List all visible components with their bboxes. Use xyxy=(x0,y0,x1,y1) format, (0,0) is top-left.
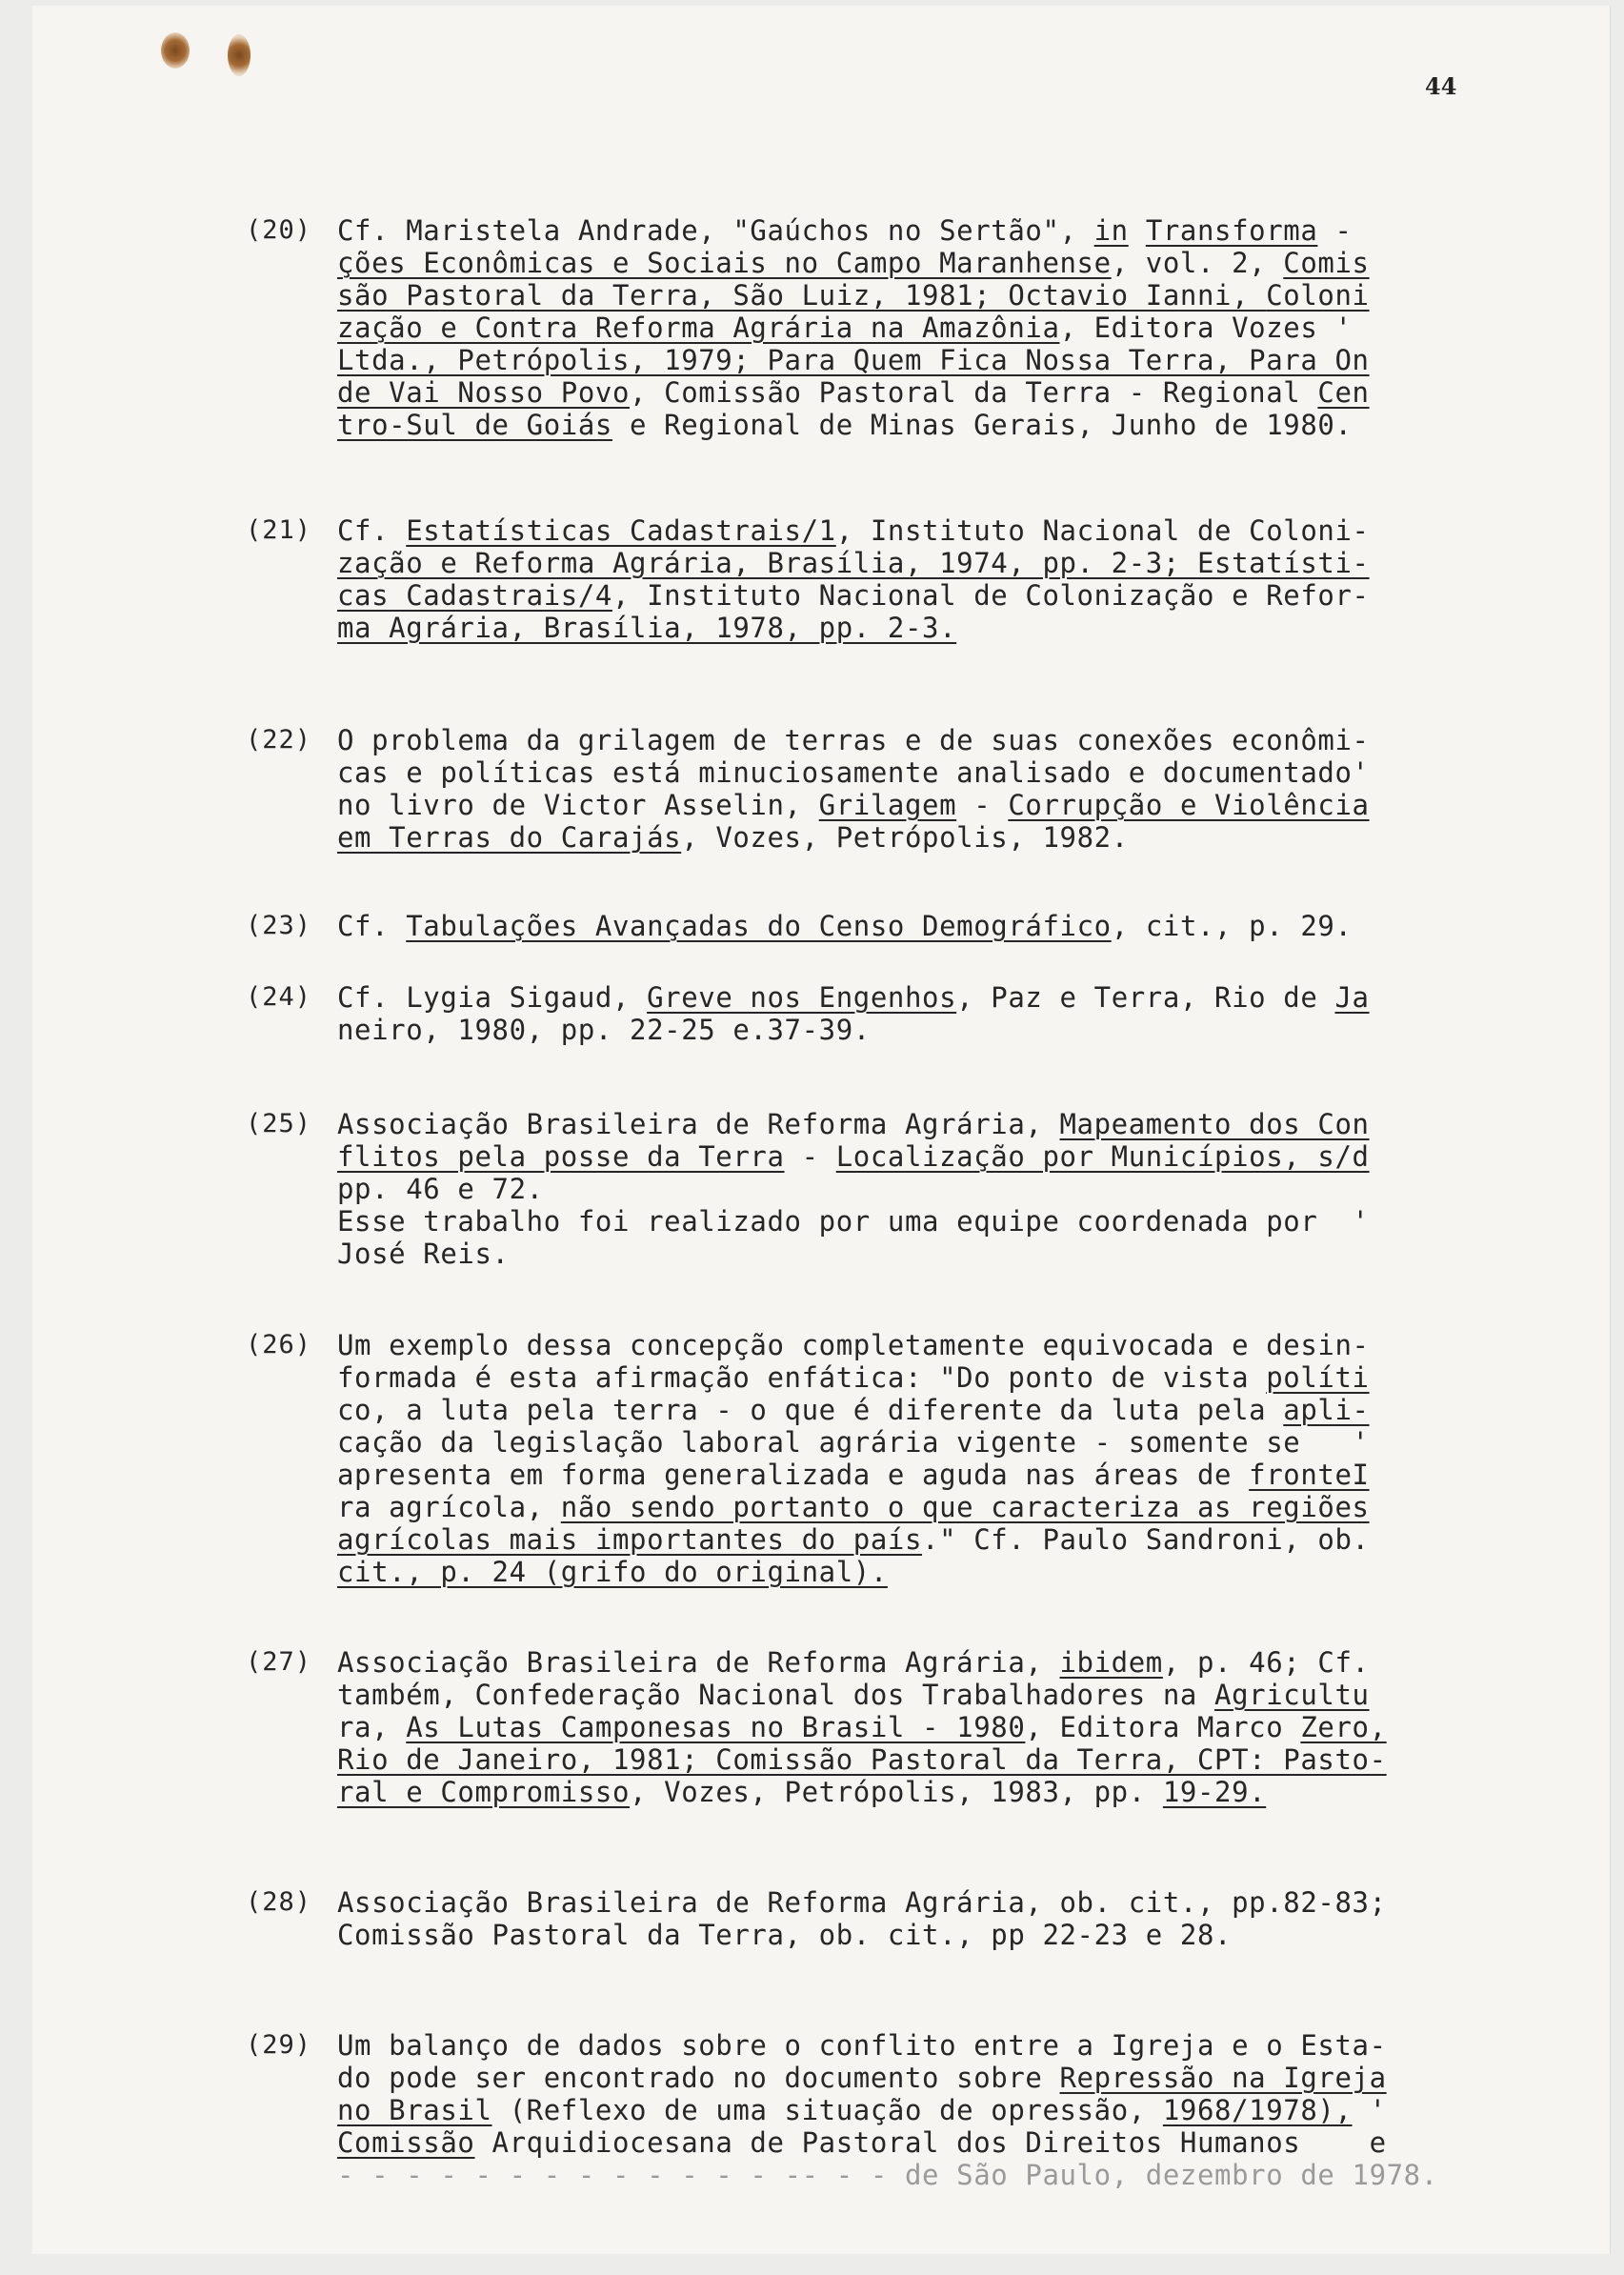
text-run: , Paz e Terra, Rio de xyxy=(956,981,1335,1014)
footnote-text xyxy=(337,724,1518,854)
underlined-title: no Brasil xyxy=(337,2094,492,2126)
underlined-title: Zero, xyxy=(1300,1711,1387,1743)
footnote-number: (28) xyxy=(246,1887,312,1917)
footnote-text xyxy=(337,514,1518,644)
footnote-number: (20) xyxy=(246,215,312,245)
text-line xyxy=(337,1491,1518,1523)
text-line xyxy=(337,1329,1518,1361)
text-run: co, a luta pela terra - o que é diferente da luta pela xyxy=(337,1394,1284,1426)
underlined-title: Para Quem Fica Nossa Terra, Para On xyxy=(767,344,1370,376)
underlined-title: ral e Compromisso xyxy=(337,1776,631,1808)
underlined-title: ibidem xyxy=(1059,1646,1163,1679)
text-run: ' xyxy=(1352,2094,1387,2126)
text-run: , Instituto Nacional de Colonização e Refor- xyxy=(612,579,1370,612)
underlined-title: Estatísti- xyxy=(1196,547,1370,579)
text-run: ra, xyxy=(337,1711,407,1743)
text-run: pp. 46 e 72. xyxy=(337,1173,544,1205)
text-line xyxy=(337,789,1518,821)
text-run: Arquidiocesana de Pastoral dos Direitos Humanos e xyxy=(474,2126,1387,2159)
text-run: apresenta em forma generalizada e aguda nas áreas de xyxy=(337,1459,1250,1491)
text-line xyxy=(337,547,1518,579)
text-line xyxy=(337,1205,1518,1238)
underlined-title: não sendo portanto o que caracteriza as regiões xyxy=(560,1491,1370,1523)
text-run: cas e políticas está minuciosamente analisado e documentado' xyxy=(337,756,1370,789)
text-line xyxy=(337,756,1518,789)
text-run: - - - - - - - - - - - - - -- - - de São Paulo, dezembro de 1978. xyxy=(337,2159,1438,2191)
rust-stain xyxy=(228,34,251,76)
text-run: , Editora Vozes ' xyxy=(1059,312,1353,344)
text-run: - xyxy=(784,1140,836,1173)
text-run: cação da legislação laboral agrária vigente - somente se ' xyxy=(337,1426,1370,1459)
footnote-text xyxy=(337,1108,1518,1270)
text-run: também, Confederação Nacional dos Trabalhadores na xyxy=(337,1679,1215,1711)
text-line xyxy=(337,1646,1518,1679)
underlined-title: políti xyxy=(1266,1361,1370,1394)
text-run: no livro de Victor Asselin, xyxy=(337,789,819,821)
text-line xyxy=(337,1426,1518,1459)
underlined-title: in xyxy=(1093,214,1129,247)
footnote-text xyxy=(337,214,1518,441)
text-run: e Regional de Minas Gerais, Junho de 1980. xyxy=(612,409,1353,441)
text-line xyxy=(337,247,1518,279)
text-run: Comissão Pastoral da Terra, ob. cit., pp 22-23 e 28. xyxy=(337,1919,1233,1951)
text-line xyxy=(337,1919,1518,1951)
text-run: , Instituto Nacional de Coloni- xyxy=(835,514,1370,547)
text-line xyxy=(337,579,1518,612)
page-number: 44 xyxy=(1425,72,1457,100)
text-run: José Reis. xyxy=(337,1238,510,1270)
underlined-title: de Vai Nosso Povo xyxy=(337,376,631,409)
text-line xyxy=(337,1361,1518,1394)
text-line xyxy=(337,1394,1518,1426)
text-line xyxy=(337,1108,1518,1140)
underlined-title: 19-29. xyxy=(1162,1776,1267,1808)
text-line xyxy=(337,514,1518,547)
text-line xyxy=(337,1523,1518,1556)
text-line xyxy=(337,1556,1518,1588)
underlined-title: Transforma xyxy=(1145,214,1318,247)
underlined-title: Comis xyxy=(1283,247,1370,279)
underlined-title: Mapeamento dos Con xyxy=(1059,1108,1370,1140)
footnote-text xyxy=(337,1886,1518,1951)
text-line xyxy=(337,2126,1518,2159)
rust-stain xyxy=(161,32,190,69)
text-run: Cf. xyxy=(337,910,407,942)
text-line xyxy=(337,1459,1518,1491)
underlined-title: zação e Contra Reforma Agrária na Amazônia xyxy=(337,312,1060,344)
text-run xyxy=(1129,214,1146,247)
text-line xyxy=(337,1776,1518,1808)
text-line xyxy=(337,612,1518,644)
underlined-title: Tabulações Avançadas do Censo Demográfico xyxy=(406,910,1112,942)
text-run: neiro, 1980, pp. 22-25 e.37-39. xyxy=(337,1014,871,1046)
text-run: Esse trabalho foi realizado por uma equipe coordenada por ' xyxy=(337,1205,1370,1238)
underlined-title: em Terras do Carajás xyxy=(337,821,682,854)
text-line xyxy=(337,376,1518,409)
footnote-number: (23) xyxy=(246,911,312,940)
text-run: ra agrícola, xyxy=(337,1491,561,1523)
text-run: Cf. Lygia Sigaud, xyxy=(337,981,648,1014)
text-line xyxy=(337,1014,1518,1046)
text-line xyxy=(337,1711,1518,1743)
underlined-title: Corrupção e Violência xyxy=(1008,789,1370,821)
text-run: Um exemplo dessa concepção completamente equivocada e desin- xyxy=(337,1329,1370,1361)
footnote-number: (22) xyxy=(246,725,312,755)
text-line xyxy=(337,2159,1518,2191)
text-run: - xyxy=(956,789,1009,821)
text-run: do pode ser encontrado no documento sobre xyxy=(337,2062,1060,2094)
underlined-title: ma Agrária, Brasília, 1978, pp. 2-3. xyxy=(337,612,957,644)
footnote-text xyxy=(337,2029,1518,2191)
underlined-title: cit., p. 24 (grifo do original). xyxy=(337,1556,888,1588)
underlined-title: Agricultu xyxy=(1214,1679,1370,1711)
text-run: - xyxy=(1317,214,1353,247)
underlined-title: CPT: Pasto- xyxy=(1196,1743,1387,1776)
text-line xyxy=(337,821,1518,854)
text-line xyxy=(337,2094,1518,2126)
underlined-title: flitos pela posse da Terra xyxy=(337,1140,785,1173)
text-run: , vol. 2, xyxy=(1111,247,1284,279)
footnote-text xyxy=(337,910,1518,942)
underlined-title: zação e Reforma Agrária, Brasília, 1974, pp. 2-3; xyxy=(337,547,1197,579)
underlined-title: Ltda., Petrópolis, 1979; xyxy=(337,344,768,376)
text-run: Cf. Maristela Andrade, "Gaúchos no Sertão", xyxy=(337,214,1094,247)
text-run: , Editora Marco xyxy=(1025,1711,1301,1743)
text-run: ." Cf. Paulo Sandroni, ob. xyxy=(922,1523,1370,1556)
text-run: Cf. xyxy=(337,514,407,547)
text-line xyxy=(337,344,1518,376)
text-run: Um balanço de dados sobre o conflito entre a Igreja e o Esta- xyxy=(337,2029,1387,2062)
footnote-number: (25) xyxy=(246,1109,312,1138)
underlined-title: Localização por Municípios, s/d xyxy=(835,1140,1370,1173)
text-run: O problema da grilagem de terras e de suas conexões econômi- xyxy=(337,724,1370,756)
text-run: , Vozes, Petrópolis, 1983, pp. xyxy=(630,1776,1163,1808)
text-line xyxy=(337,1886,1518,1919)
underlined-title: 1968/1978), xyxy=(1162,2094,1353,2126)
text-run: Associação Brasileira de Reforma Agrária, ob. cit., pp.82-83; xyxy=(337,1886,1387,1919)
underlined-title: Coloni xyxy=(1266,279,1370,312)
footnote-text xyxy=(337,1329,1518,1588)
footnote-number: (29) xyxy=(246,2030,312,2060)
underlined-title: tro-Sul de Goiás xyxy=(337,409,612,441)
text-run: (Reflexo de uma situação de opressão, xyxy=(491,2094,1163,2126)
underlined-title: ções Econômicas e Sociais no Campo Maranhense xyxy=(337,247,1112,279)
text-run: , cit., p. 29. xyxy=(1111,910,1353,942)
text-line xyxy=(337,409,1518,441)
underlined-title: Comissão xyxy=(337,2126,475,2159)
footnote-text xyxy=(337,981,1518,1046)
underlined-title: Grilagem xyxy=(818,789,957,821)
footnote-text xyxy=(337,1646,1518,1808)
footnote-number: (27) xyxy=(246,1647,312,1677)
text-line xyxy=(337,1679,1518,1711)
text-line xyxy=(337,1238,1518,1270)
text-run: , Vozes, Petrópolis, 1982. xyxy=(681,821,1129,854)
underlined-title: agrícolas mais importantes do país xyxy=(337,1523,923,1556)
text-run: Associação Brasileira de Reforma Agrária, xyxy=(337,1646,1060,1679)
text-line xyxy=(337,1173,1518,1205)
footnote-number: (26) xyxy=(246,1330,312,1359)
footnote-number: (21) xyxy=(246,515,312,545)
underlined-title: Greve nos Engenhos xyxy=(647,981,957,1014)
text-line xyxy=(337,910,1518,942)
underlined-title: são Pastoral da Terra, São Luiz, 1981; Octavio Ianni, xyxy=(337,279,1267,312)
text-line xyxy=(337,214,1518,247)
underlined-title: As Lutas Camponesas no Brasil - 1980 xyxy=(406,1711,1026,1743)
text-line xyxy=(337,1140,1518,1173)
text-line xyxy=(337,981,1518,1014)
text-line xyxy=(337,312,1518,344)
footnote-number: (24) xyxy=(246,982,312,1012)
text-line xyxy=(337,2062,1518,2094)
text-run: , Comissão Pastoral da Terra - Regional xyxy=(630,376,1318,409)
text-run: Associação Brasileira de Reforma Agrária, xyxy=(337,1108,1060,1140)
text-line xyxy=(337,2029,1518,2062)
underlined-title: Repressão na Igreja xyxy=(1059,2062,1387,2094)
underlined-title: Rio de Janeiro, 1981; Comissão Pastoral da Terra, xyxy=(337,1743,1197,1776)
underlined-title: Ja xyxy=(1334,981,1370,1014)
underlined-title: cas Cadastrais/4 xyxy=(337,579,612,612)
underlined-title: apli- xyxy=(1283,1394,1370,1426)
underlined-title: Estatísticas Cadastrais/1 xyxy=(406,514,836,547)
underlined-title: fronteI xyxy=(1249,1459,1370,1491)
text-line xyxy=(337,724,1518,756)
text-run: formada é esta afirmação enfática: "Do ponto de vista xyxy=(337,1361,1267,1394)
text-run: , p. 46; Cf. xyxy=(1162,1646,1370,1679)
text-line xyxy=(337,279,1518,312)
text-line xyxy=(337,1743,1518,1776)
underlined-title: Cen xyxy=(1317,376,1370,409)
